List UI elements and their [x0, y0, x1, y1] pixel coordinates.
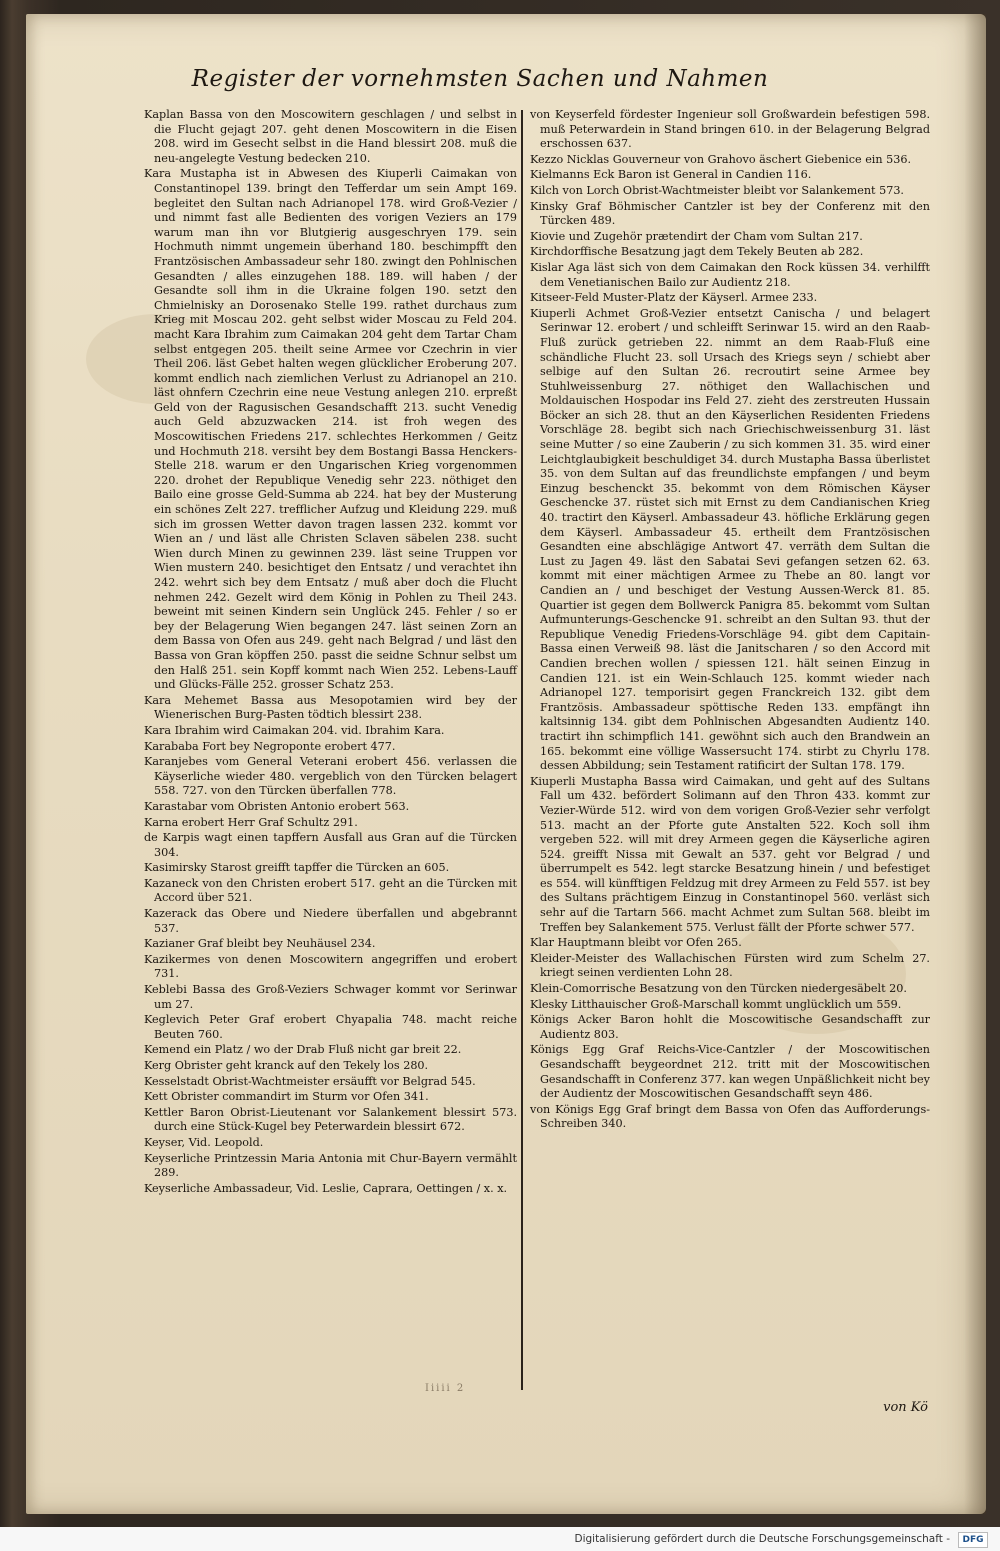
signature-mark: Iiiii 2: [425, 1383, 466, 1394]
index-entry: Kiuperli Achmet Groß-Vezier entsetzt Canischa / und belagert Serinwar 12. erobert / und schleifft Serinwar 15. wird an den Raab-Fluß zurück getrieben 22. nimmt an dem Raab-Fluß eine schändliche Flucht 23. soll Ursach des Kriegs seyn / schiebt aber selbige auf den Sultan 26. recroutirt seine Armee bey Stuhlweissenburg 27. nöthiget den Wallachischen und Moldauischen Hospodar ins Feld 27. zieht des zerstreuten Hussain Böcker an sich 28. thut an den Käyserlichen Residenten Friedens Vorschläge 28. begibt sich nach Griechischweissenburg 31. läst seine Mutter / so eine Zauberin / zu sich kommen 31. 35. wird einer Leichtglaubigkeit beschuldiget 34. durch Mustapha Bassa überlistet 35. von dem Sultan auf das freundlichste empfangen / und beym Einzug beschenckt 35. bekommt von dem Römischen Käyser Geschencke 37. rüstet sich mit Ernst zu dem Candianischen Krieg 40. tractirt den Käyserl. Ambassadeur 43. höfliche Erklärung gegen dem Käyserl. Ambassadeur 45. ertheilt dem Frantzösischen Gesandten eine abschlägige Antwort 47. verräth dem Sultan die Lust zu Jagen 49. läst den Sabatai Sevi gefangen setzen 62. 63. kommt mit einer mächtigen Armee zu Thebe an 80. langt vor Candien an / und beschiget der Vestung Aussen-Werck 81. 85. Quartier ist gegen dem Bollwerck Panigra 85. bekommt vom Sultan Aufmunterungs-Geschencke 91. schreibt an den Sultan 93. thut der Republique Venedig Friedens-Vorschläge 94. gibt dem Capitain-Bassa einen Verweiß 98. läst die Janitscharen / so den Accord mit Candien brechen wollen / spiessen 121. hält seinen Einzug in Candien 121. ist ein Wein-Schlauch 125. kommt wieder nach Adrianopel 127. temporisirt gegen Franckreich 132. gibt dem Frantzösis. Ambassadeur spöttische Reden 133. empfängt ihn kaltsinnig 134. gibt dem Pohlnischen Abgesandten Audientz 140. tractirt ihn schimpflich 141. gewöhnt sich auch den Brandwein an 165. bekommt eine völlige Wassersucht 174. stirbt zu Chyrlu 178. dessen Abbildung; sein Testament ratificirt der Sultan 178. 179.: [530, 306, 930, 773]
index-entry: Kiovie und Zugehör prætendirt der Cham vom Sultan 217.: [530, 229, 863, 243]
left-column: [144, 108, 517, 1197]
index-entry: Kazaneck von den Christen erobert 517. geht an die Türcken mit Accord über 521.: [144, 876, 517, 905]
index-entry: Kielmanns Eck Baron ist General in Candien 116.: [530, 168, 812, 182]
index-entry: Keyserliche Ambassadeur, Vid. Leslie, Caprara, Oettingen / x. x.: [144, 1181, 508, 1195]
index-entry: Kett Obrister commandirt im Sturm vor Ofen 341.: [144, 1090, 429, 1104]
index-entry: Kazianer Graf bleibt bey Neuhäusel 234.: [144, 937, 376, 951]
index-entry: Kasimirsky Starost greifft tapffer die Türcken an 605.: [144, 861, 450, 875]
index-entry: Kezzo Nicklas Gouverneur von Grahovo äschert Giebenice ein 536.: [530, 152, 912, 166]
index-entry: Keglevich Peter Graf erobert Chyapalia 748. macht reiche Beuten 760.: [144, 1013, 517, 1041]
index-entry: Keyser, Vid. Leopold.: [144, 1135, 264, 1149]
index-entry: Kilch von Lorch Obrist-Wachtmeister bleibt vor Salankement 573.: [530, 183, 904, 197]
page-edge-shadow: [964, 14, 986, 1514]
page-header: Register der vornehmsten Sachen und Nahmen: [191, 66, 769, 92]
index-entry: Karababa Fort bey Negroponte erobert 477.: [144, 739, 396, 753]
index-entry: Kleider-Meister des Wallachischen Fürsten wird zum Schelm 27. kriegt seinen verdienten Lohn 28.: [530, 951, 930, 980]
index-entry: Kitseer-Feld Muster-Platz der Käyserl. Armee 233.: [530, 291, 818, 305]
index-entry: Kaplan Bassa von den Moscowitern geschlagen / und selbst in die Flucht gejagt 207. geht denen Moscowitern in die Eisen 208. wird im Gesecht selbst in die Hand blessirt 208. muß die neu-angelegte Vestung bedecken 210.: [144, 108, 517, 165]
index-entry: Kislar Aga läst sich von dem Caimakan den Rock küssen 34. verhilfft dem Venetianischen Bailo zur Audientz 218.: [530, 260, 930, 289]
right-column: [530, 108, 930, 1133]
index-entry: Königs Egg Graf Reichs-Vice-Cantzler / der Moscowitischen Gesandschafft beygeordnet 212. tritt mit der Moscowitischen Gesandschafft in Conferenz 377. kan wegen Unpäßlichkeit nicht bey der Audientz der Moscowitischen Gesandschafft seyn 486.: [530, 1043, 930, 1101]
index-entry: Klein-Comorrische Besatzung von den Türcken niedergesäbelt 20.: [530, 982, 907, 996]
index-entry: Kara Mehemet Bassa aus Mesopotamien wird bey der Wienerischen Burg-Pasten tödtich blessirt 238.: [144, 693, 517, 722]
column-divider: [521, 110, 523, 1390]
index-entry: von Keyserfeld fördester Ingenieur soll Großwardein befestigen 598. muß Peterwardein in Stand bringen 610. in der Belagerung Belgrad erschossen 637.: [530, 108, 930, 151]
index-entry: Kirchdorffische Besatzung jagt dem Tekely Beuten ab 282.: [530, 245, 864, 259]
index-entry: Kazerack das Obere und Niedere überfallen und abgebrannt 537.: [144, 907, 517, 935]
index-entry: Karanjebes vom General Veterani erobert 456. verlassen die Käyserliche wieder 480. vergeblich von den Türcken belagert 558. 727. von den Türcken überfallen 778.: [144, 755, 517, 798]
index-entry: Kesselstadt Obrist-Wachtmeister ersäufft vor Belgrad 545.: [144, 1074, 476, 1088]
footer-bar: [0, 1527, 1000, 1551]
catchword: von Kö: [883, 1400, 928, 1415]
index-entry: Klar Hauptmann bleibt vor Ofen 265.: [530, 936, 742, 950]
index-entry: Kettler Baron Obrist-Lieutenant vor Salankement blessirt 573. durch eine Stück-Kugel bey Peterwardein blessirt 672.: [144, 1105, 517, 1134]
index-entry: Karastabar vom Obristen Antonio erobert 563.: [144, 799, 410, 813]
index-entry: Kazikermes von denen Moscowitern angegriffen und erobert 731.: [144, 952, 517, 981]
index-entry: Kiuperli Mustapha Bassa wird Caimakan, und geht auf des Sultans Fall um 432. befördert Solimann auf den Thron 433. kommt zur Vezier-Würde 512. wird von dem vorigen Groß-Vezier sehr verfolgt 513. macht an der Pforte gute Anstalten 522. Koch soll ihm vergeben 522. will mit drey Armeen gegen die Käyserliche agiren 524. greifft Nissa mit Gewalt an 537. geht vor Belgrad / und überrumpelt es 542. legt starcke Besatzung hinein / und befestiget es 554. will künfftigen Feldzug mit drey Armeen zu Feld 557. ist bey des Sultans prächtigem Einzug in Constantinopel 560. verläst sich sehr auf die Tartarn 566. macht Achmet zum Sultan 568. bleibt im Treffen bey Salankement 575. Verlust fällt der Pforte schwer 577.: [530, 774, 930, 934]
index-entry: Kinsky Graf Böhmischer Cantzler ist bey der Conferenz mit den Türcken 489.: [530, 199, 930, 228]
index-entry: Karna erobert Herr Graf Schultz 291.: [144, 815, 358, 829]
index-entry: Königs Acker Baron hohlt die Moscowitische Gesandschafft zur Audientz 803.: [530, 1013, 930, 1041]
index-entry: Kara Ibrahim wird Caimakan 204. vid. Ibrahim Kara.: [144, 723, 445, 737]
dfg-logo-icon: DFG: [958, 1532, 988, 1548]
index-entry: Kemend ein Platz / wo der Drab Fluß nicht gar breit 22.: [144, 1043, 462, 1057]
index-entry: von Königs Egg Graf bringt dem Bassa von Ofen das Aufforderungs-Schreiben 340.: [530, 1102, 930, 1131]
index-entry: Keyserliche Printzessin Maria Antonia mit Chur-Bayern vermählt 289.: [144, 1151, 517, 1180]
index-entry: de Karpis wagt einen tapffern Ausfall aus Gran auf die Türcken 304.: [144, 831, 517, 859]
index-entry: Keblebi Bassa des Groß-Veziers Schwager kommt vor Serinwar um 27.: [144, 983, 517, 1011]
index-entry: Kerg Obrister geht kranck auf den Tekely los 280.: [144, 1059, 429, 1072]
funding-notice: Digitalisierung gefördert durch die Deutsche Forschungsgemeinschaft -: [574, 1533, 950, 1545]
index-entry: Kara Mustapha ist in Abwesen des Kiuperli Caimakan von Constantinopel 139. bringt den Tefferdar um sein Ampt 169. begleitet den Sultan nach Adrianopel 178. wird Groß-Vezier / und nimmt fast alle Bedienten des vorigen Veziers an 179 warum man ihn vor Blutgierig ausgeschryen 179. sein Hochmuth nimmt ungemein überhand 180. beschimpfft den Frantzösischen Ambassadeur sehr 180. zwingt den Pohlnischen Gesandten / alles einzugehen 188. 189. will haben / der Gesandte soll ihm in die Ukraine folgen 190. setzt den Chmielnisky an Dorosenako Stelle 199. rathet durchaus zum Krieg mit Moscau 202. geht selbst wider Moscau zu Feld 204. macht Kara Ibrahim zum Caimakan 204 geht dem Tartar Cham selbst entgegen 205. theilt seine Armee vor Czechrin in vier Theil 206. läst Gebet halten wegen glücklicher Eroberung 207. kommt endlich nach ziemlichen Verlust zu Adrianopel an 210. läst ohnfern Czechrin eine neue Vestung anlegen 210. erpreßt Geld von der Ragusischen Gesandschafft 213. sucht Venedig auch Geld abzuzwacken 214. ist froh wegen des Moscowitischen Friedens 217. schlechtes Herkommen / Geitz und Hochmuth 218. versiht bey dem Bostangi Bassa Henckers-Stelle 218. warum er den Ungarischen Krieg vorgenommen 220. drohet der Republique Venedig sehr 223. nöthiget den Bailo eine grosse Geld-Summa ab 224. hat bey der Musterung ein schönes Zelt 227. trefflicher Aufzug und Kleidung 229. muß sich im grossen Wetter davon tragen lassen 232. kommt vor Wien an / und läst alle Christen Sclaven säbelen 238. sucht Wien durch Minen zu gewinnen 239. läst seine Truppen vor Wien mustern 240. besichtiget den Entsatz / und verachtet ihn 242. wehrt sich bey dem Entsatz / muß aber doch die Flucht nehmen 242. Gezelt wird dem König in Pohlen zu Theil 243. beweint mit seinen Kindern sein Unglück 245. Fehler / so er bey der Belagerung Wien begangen 247. läst seinen Zorn an dem Bassa von Ofen aus 249. geht nach Belgrad / und läst den Bassa von Gran köpffen 250. passt die seidne Schnur selbst um den Halß 251. sein Kopff kommt nach Wien 252. Lebens-Lauff und Glücks-Fälle 252. grosser Schatz 253.: [144, 167, 517, 692]
index-entry: Klesky Litthauischer Groß-Marschall kommt unglücklich um 559.: [530, 997, 902, 1011]
